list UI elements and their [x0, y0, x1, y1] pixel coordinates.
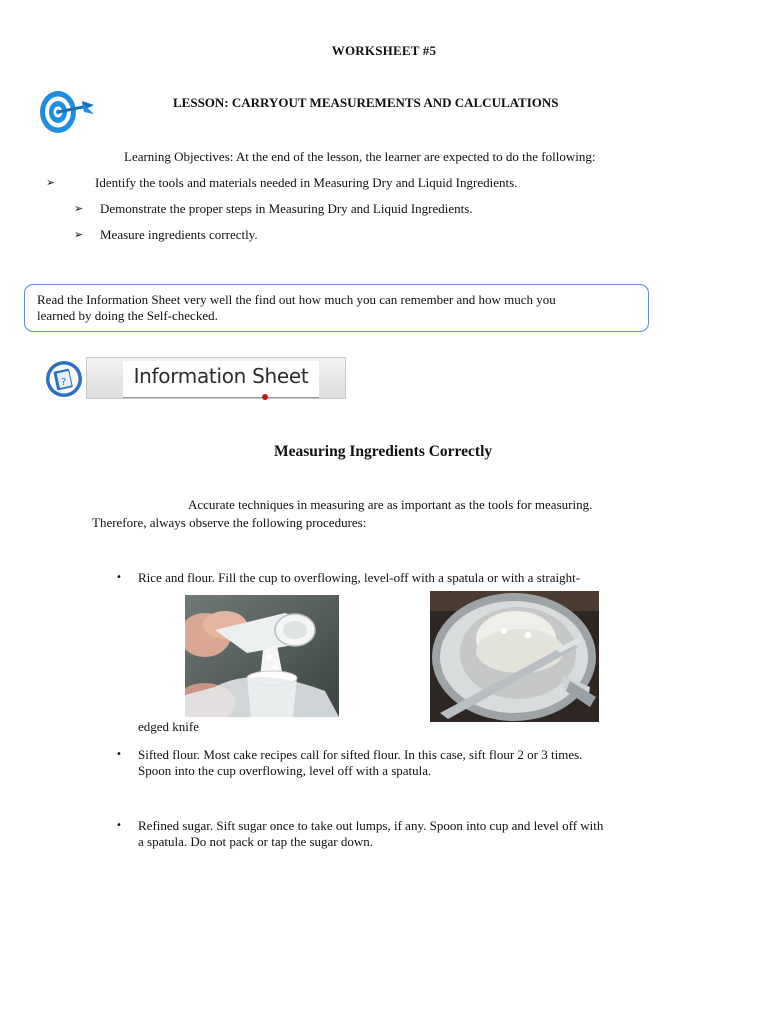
procedure-item-text: edged knife [138, 719, 200, 734]
procedure-item-text: Spoon into the cup overflowing, level off with a spatula. [138, 763, 432, 778]
information-sheet-panel [123, 361, 319, 398]
objectives-intro: Learning Objectives: At the end of the lesson, the learner are expected to do the following: [124, 149, 596, 164]
objective-item [74, 227, 374, 245]
arrowhead-bullet-icon: ➢ [46, 176, 56, 189]
objective-text: Measure ingredients correctly. [100, 227, 258, 242]
information-sheet-label-box [86, 357, 346, 399]
procedure-item-text: Refined sugar. Sift sugar once to take out lumps, if any. Spoon into cup and level off with [138, 818, 604, 833]
section-heading: Measuring Ingredients Correctly [274, 443, 493, 460]
red-dot-marker [262, 394, 268, 400]
information-sheet-banner [44, 357, 348, 400]
arrowhead-bullet-icon: ➢ [74, 202, 84, 215]
leveling-flour-photo [430, 591, 599, 722]
instruction-callout [24, 284, 649, 332]
svg-text:?: ? [61, 377, 67, 388]
callout-line: Read the Information Sheet very well the find out how much you can remember and how much you [37, 292, 556, 307]
book-icon [44, 359, 84, 399]
pouring-flour-photo [185, 595, 339, 717]
procedure-item-text: Rice and flour. Fill the cup to overflowing, level-off with a spatula or with a straight- [138, 570, 581, 585]
procedure-item-text: Sifted flour. Most cake recipes call for sifted flour. In this case, sift flour 2 or 3 times. [138, 747, 583, 762]
callout-line: learned by doing the Self-checked. [37, 308, 218, 323]
objective-text: Identify the tools and materials needed in Measuring Dry and Liquid Ingredients. [95, 175, 518, 190]
target-arrow-icon [38, 88, 96, 136]
worksheet-title: WORKSHEET #5 [331, 43, 437, 58]
list-bullet: • [116, 572, 122, 583]
arrowhead-bullet-icon: ➢ [74, 228, 84, 241]
objective-text: Demonstrate the proper steps in Measuring Dry and Liquid Ingredients. [100, 201, 473, 216]
intro-line: Accurate techniques in measuring are as important as the tools for measuring. [188, 497, 593, 512]
lesson-title: LESSON: CARRYOUT MEASUREMENTS AND CALCULATIONS [173, 95, 559, 110]
information-sheet-label: Information Sheet [133, 364, 309, 388]
objective-item [46, 175, 646, 193]
list-bullet: • [116, 749, 122, 760]
procedure-item-text: a spatula. Do not pack or tap the sugar down. [138, 834, 374, 849]
objective-item [74, 201, 634, 219]
intro-line: Therefore, always observe the following procedures: [92, 515, 367, 530]
list-bullet: • [116, 820, 122, 831]
